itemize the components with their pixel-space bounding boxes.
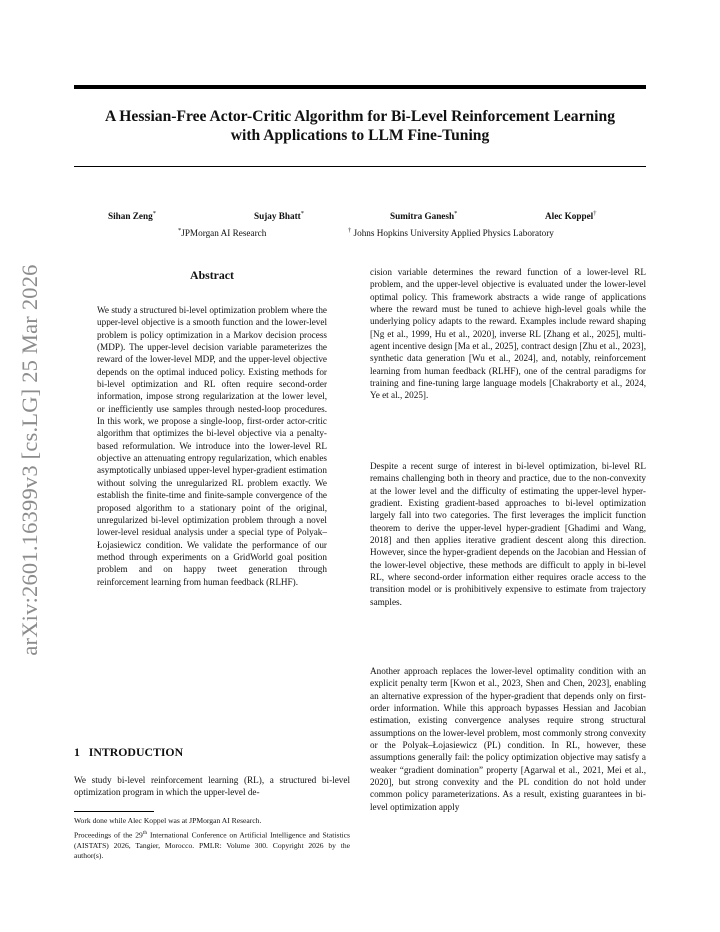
footnote-proceedings: Proceedings of the 29th International Conference on Artificial Intelligence and Statistics (AISTATS) 2026, Tangier, Morocco. PMLR: Volume 300. Copyright 2026 by the author(s). <box>74 830 350 860</box>
author-sujay-bhatt: Sujay Bhatt* <box>254 210 304 222</box>
paper-title <box>74 107 646 145</box>
affiliation-jpmorgan: *JPMorgan AI Research <box>178 227 267 239</box>
footnote-work-done: Work done while Alec Koppel was at JPMorgan AI Research. <box>74 816 262 825</box>
body-paragraph-1: cision variable determines the reward function of a lower-level RL problem, and the upper-level objective is evaluated under the lower-level optimal policy. This framework abstracts a wide range of applications where the reward must be tuned to achieve high-level goals while the underlying policy adapts to the reward. Examples include reward shaping [Ng et al., 1999, Hu et al., 2020], inverse RL [Zhang et al., 2025], multi-agent incentive design [Ma et al., 2025], contract design [Zhu et al., 2023], synthetic data generation [Wu et al., 2024], and, notably, reinforcement learning from human feedback (RLHF), one of the central paradigms for training and fine-tuning large language models [Chakraborty et al., 2024, Ye et al., 2025]. <box>370 267 646 401</box>
author-alec-koppel: Alec Koppel† <box>545 210 597 222</box>
title-top-rule <box>74 85 646 89</box>
author-sumitra-ganesh: Sumitra Ganesh* <box>390 210 458 222</box>
body-paragraph-2: Despite a recent surge of interest in bi-level optimization, bi-level RL remains challenging both in theory and practice, due to the non-convexity at the lower level and the difficulty of estimating the upper-level hyper-gradient. Existing gradient-based approaches to bi-level optimization largely fall into two categories. The first leverages the implicit function theorem to derive the upper-level hyper-gradient [Ghadimi and Wang, 2018] and then applies iterative gradient descent along this direction. However, since the hyper-gradient depends on the Jacobian and Hessian of the lower-level objective, these methods are difficult to apply in bi-level RL, where second-order information either requires oracle access to the transition model or is prohibitively expensive to estimate from trajectory samples. <box>370 461 646 607</box>
abstract-text: We study a structured bi-level optimization problem where the upper-level objective is a smooth function and the lower-level problem is policy optimization in a Markov decision process (MDP). The upper-level decision variable parameterizes the reward of the lower-level MDP, and the upper-level objective depends on the optimal induced policy. Existing methods for bi-level optimization and RL often require second-order information, impose strong regularization at the lower level, or inefficiently use samples through nested-loop procedures. In this work, we propose a single-loop, first-order actor-critic algorithm that optimizes the bi-level objective via a penalty-based reformulation. We introduce into the lower-level RL objective an attenuating entropy regularization, which enables asymptotically unbiased upper-level hyper-gradient estimation without solving the unregularized RL problem exactly. We establish the finite-time and finite-sample convergence of the proposed algorithm to a stationary point of the original, unregularized bi-level optimization problem through a novel lower-level residual analysis under a special type of Polyak–Łojasiewicz condition. We validate the performance of our method through experiments on a GridWorld goal position problem and on happy tweet generation through reinforcement learning from human feedback (RLHF). <box>97 305 327 587</box>
arxiv-watermark: arXiv:2601.16399v3 [cs.LG] 25 Mar 2026 <box>17 264 42 656</box>
body-paragraph-3: Another approach replaces the lower-level optimality condition with an explicit penalty term [Kwon et al., 2023, Shen and Chen, 2023], enabling an alternative expression of the hyper-gradient that depends only on first-order information. While this approach bypasses Hessian and Jacobian estimation, existing convergence analyses require strong structural assumptions on the lower-level problem, most commonly strong convexity or the Polyak–Łojasiewicz (PL) condition. In RL, however, these assumptions generally fail: the policy optimization objective may satisfy a weaker “gradient domination” property [Agarwal et al., 2021, Mei et al., 2020], but strong convexity and the PL condition do not hold under common policy parameterizations. As a result, existing guarantees in bi-level optimization apply <box>370 666 646 812</box>
author-sihan-zeng: Sihan Zeng* <box>108 210 156 222</box>
title-line-1: A Hessian-Free Actor-Critic Algorithm for Bi-Level Reinforcement Learning <box>104 108 615 125</box>
abstract-heading: Abstract <box>190 268 234 282</box>
title-line-2: with Applications to LLM Fine-Tuning <box>230 127 490 144</box>
footnote-rule <box>74 811 154 812</box>
affiliation-jhu-apl: † Johns Hopkins University Applied Physics Laboratory <box>348 227 554 239</box>
introduction-text: We study bi-level reinforcement learning (RL), a structured bi-level optimization program in which the upper-level de- <box>74 775 350 798</box>
title-bottom-rule <box>74 166 646 167</box>
introduction-heading: 1 INTRODUCTION <box>74 745 184 759</box>
